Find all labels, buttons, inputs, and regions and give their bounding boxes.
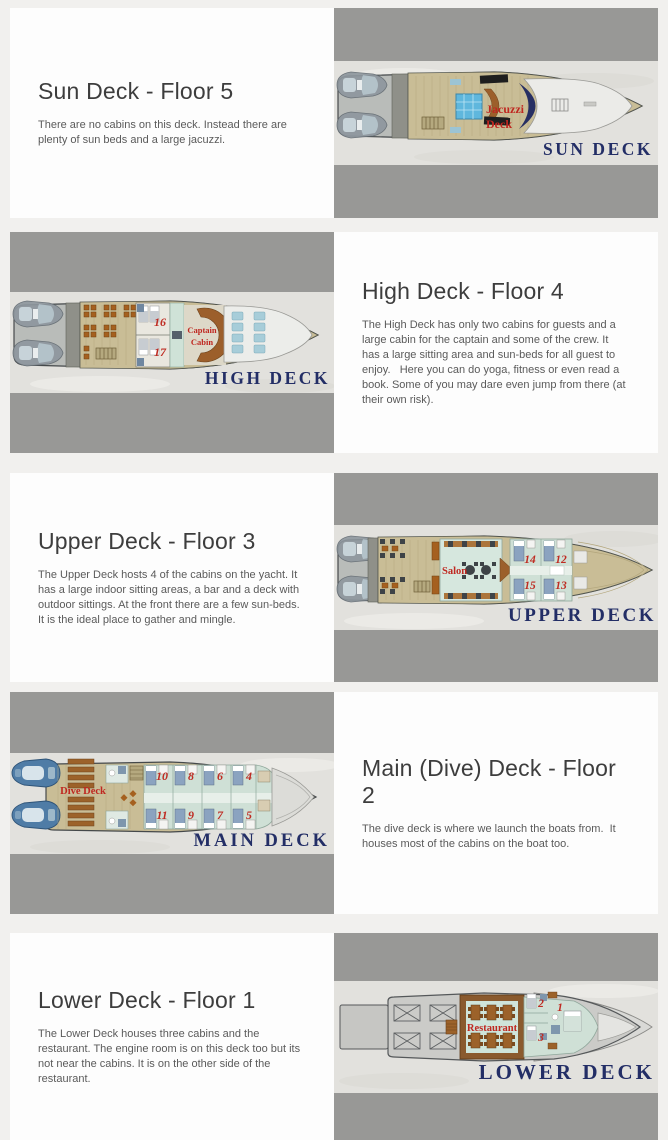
stairs-icon [130, 766, 143, 780]
cabin-number: 3 [538, 1031, 544, 1044]
lower-deck-plan-image [334, 981, 658, 1093]
high-deck-text-panel [334, 232, 658, 453]
jacuzzi-label-line1: Jacuzzi [486, 102, 524, 116]
sun-deck-plan-image [334, 61, 658, 165]
cabin-number: 2 [538, 997, 544, 1010]
section-high-deck [10, 232, 658, 453]
cabin-number: 9 [188, 807, 194, 822]
restaurant-label: Restaurant [466, 1022, 518, 1034]
stairs-icon [96, 348, 116, 359]
upper-deck-plan-image [334, 525, 658, 630]
deck-name-label: HIGH DECK [204, 368, 330, 388]
sun-deck-text-panel [10, 8, 334, 218]
high-deck-image-panel [10, 232, 334, 453]
cabin-number: 14 [524, 554, 536, 566]
stern-platform [340, 1005, 388, 1049]
captain-cabin-label-line2: Cabin [190, 337, 214, 347]
high-deck-title: High Deck - Floor 4 [362, 277, 564, 304]
cabin-number: 7 [217, 807, 223, 822]
jacuzzi-label-line2: Deck [486, 117, 512, 131]
section-main-deck [10, 692, 658, 914]
cabin-number: 13 [555, 580, 567, 592]
upper-deck-text-panel [10, 473, 334, 682]
lower-deck-description: The Lower Deck houses three cabins and the restaurant. The engine room is on this deck too but its not near the cabins. It is on the other side of the restaurant. [38, 1027, 304, 1085]
upper-deck-title: Upper Deck - Floor 3 [38, 527, 256, 554]
high-deck-description: The High Deck has only two cabins for guests and a large cabin for the captain and some of the crew. It has a large sitting area and sun-beds for all guest to enjoy. Here you can do yoga, fitness or even read a book. Some of you may dare even jump from there (at their own risk). [362, 318, 629, 406]
upper-deck-description: The Upper Deck hosts 4 of the cabins on the yacht. It has a large indoor sitting areas, a bar and a deck with outdoor sittings. At the front there are a few sun-beds. It is the ideal place to gather and mingle. [38, 568, 306, 626]
deck-name-label: LOWER DECK [478, 1059, 655, 1084]
sunbed-mat [480, 74, 508, 83]
cabin-number: 5 [246, 807, 252, 822]
dive-boat-icon [12, 759, 60, 787]
salon-label: Salon [442, 566, 468, 577]
main-deck-image-panel [10, 692, 334, 914]
main-deck-text-panel [334, 692, 658, 914]
cabin-number: 11 [156, 807, 168, 822]
main-deck-plan-image [10, 753, 334, 854]
cabin-number: 1 [557, 1001, 563, 1014]
sun-pad [450, 79, 461, 85]
lower-deck-image-panel [334, 933, 658, 1140]
gangway-band [66, 303, 80, 367]
cabin-number: 15 [524, 580, 536, 592]
stairs-icon [414, 581, 430, 592]
section-upper-deck [10, 473, 658, 682]
deck-hatch [422, 117, 444, 129]
high-deck-plan-image [10, 292, 334, 393]
captain-cabin-label-line1: Captain [187, 325, 217, 335]
upper-deck-image-panel [334, 473, 658, 682]
lower-deck-text-panel [10, 933, 334, 1140]
cabin-number: 6 [217, 768, 223, 783]
gangway-band [392, 74, 408, 138]
sun-pad [450, 127, 461, 133]
sun-deck-title: Sun Deck - Floor 5 [38, 78, 234, 104]
cabin-number: 16 [154, 315, 166, 329]
jacuzzi-pool [456, 94, 482, 119]
sun-deck-description: There are no cabins on this deck. Instead there are plenty of sun beds and a large jacuzzi. [38, 119, 290, 146]
dive-boat-icon [12, 801, 60, 829]
deck-name-label: SUN DECK [543, 139, 653, 159]
cabin-number: 10 [156, 768, 168, 783]
section-sun-deck [10, 8, 658, 218]
sun-deck-image-panel [334, 8, 658, 218]
stairs-icon [446, 1020, 457, 1034]
deck-name-label: UPPER DECK [508, 605, 656, 626]
dive-deck-label: Dive Deck [60, 785, 106, 797]
main-deck-description: The dive deck is where we launch the boats from. It houses most of the cabins on the boat too. [362, 822, 619, 850]
cabin-number: 8 [188, 768, 194, 783]
gangway-band [368, 538, 378, 602]
cabin-number: 4 [246, 768, 252, 783]
main-deck-title: Main (Dive) Deck - Floor 2 [362, 754, 617, 808]
deck-name-label: MAIN DECK [193, 830, 330, 851]
lower-deck-title: Lower Deck - Floor 1 [38, 986, 256, 1013]
section-lower-deck [10, 933, 658, 1140]
cabin-number: 17 [154, 345, 166, 359]
corridor [144, 793, 272, 803]
cabin-number: 12 [555, 554, 567, 566]
